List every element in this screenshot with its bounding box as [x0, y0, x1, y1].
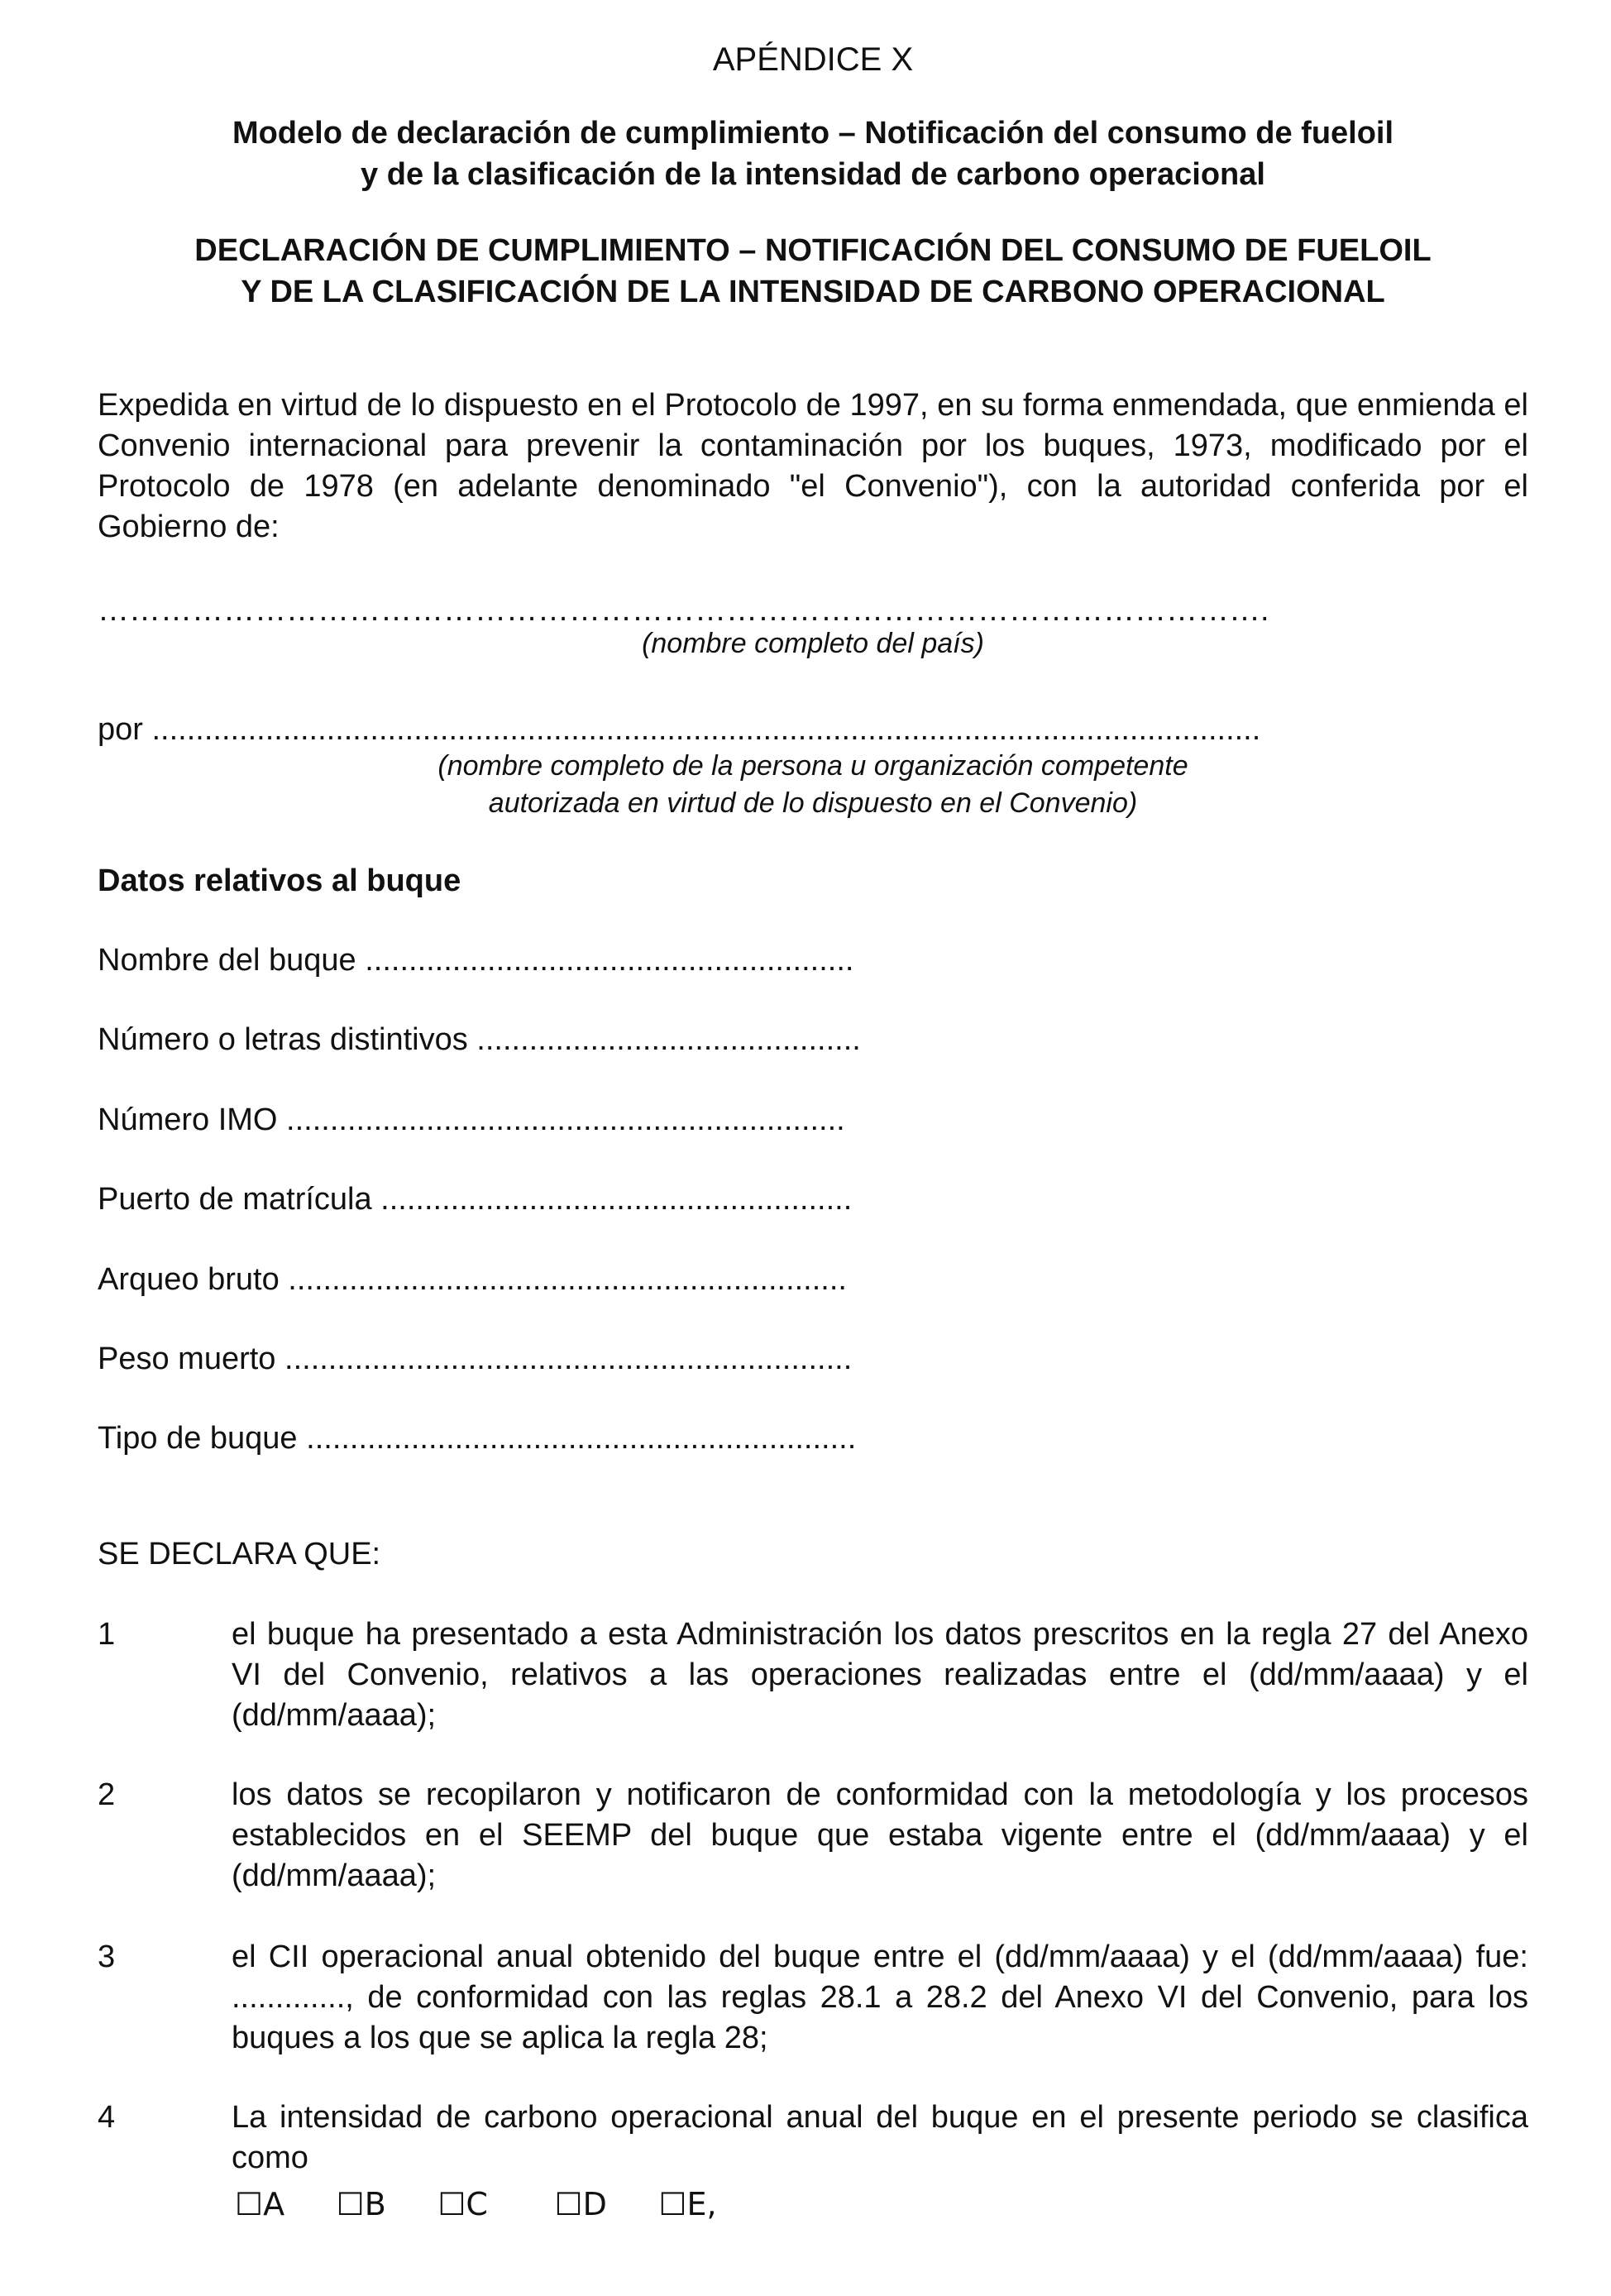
ship-data-heading: Datos relativos al buque — [98, 863, 461, 898]
field-fill-dots: ................................................................ — [286, 1103, 845, 1137]
field-fill-dots: ............................................................... — [306, 1421, 857, 1456]
title-line-2: Y DE LA CLASIFICACIÓN DE LA INTENSIDAD DE CARBONO OPERACIONAL — [241, 275, 1385, 309]
field-label: Tipo de buque — [98, 1421, 298, 1456]
title-line-1: DECLARACIÓN DE CUMPLIMIENTO – NOTIFICACIÓN DEL CONSUMO DE FUELOIL — [194, 233, 1432, 268]
subtitle-line-2: y de la clasificación de la intensidad de carbono operacional — [361, 157, 1265, 192]
field-label: Puerto de matrícula — [98, 1182, 372, 1217]
field-fill-dots: ................................................................ — [288, 1262, 847, 1297]
subtitle-line-1: Modelo de declaración de cumplimiento – Notificación del consumo de fueloil — [232, 116, 1394, 151]
issuer-fill-line: por ............................................................................................................................... — [98, 712, 1261, 747]
field-fill-dots: ............................................ — [476, 1022, 861, 1057]
field-ship-type — [98, 1418, 856, 1459]
country-fill-line: …………………………………………………………………………………………………. — [98, 593, 1269, 628]
field-label: Número IMO — [98, 1103, 278, 1137]
declaration-text: el CII operacional anual obtenido del buque entre el (dd/mm/aaaa) y el (dd/mm/aaaa) fue: ............., de conformidad con las reglas 28.1 a 28.2 del Anexo VI del Convenio, para los buques a los que se aplica la regla 28; — [232, 1940, 1528, 2055]
field-label: Número o letras distintivos — [98, 1022, 468, 1057]
declaration-number: 3 — [98, 1940, 116, 1974]
field-fill-dots: ...................................................... — [380, 1182, 853, 1217]
declaration-number: 4 — [98, 2100, 116, 2135]
field-fill-dots: ........................................................ — [365, 943, 854, 978]
field-label: Peso muerto — [98, 1342, 276, 1376]
document-title — [98, 230, 1528, 313]
country-caption: (nombre completo del país) — [642, 628, 984, 659]
field-deadweight — [98, 1338, 852, 1380]
rating-option-b[interactable]: ☐B — [336, 2186, 386, 2222]
declaration-text: el buque ha presentado a esta Administración los datos prescritos en la regla 27 del Anexo VI del Convenio, relativos a las operaciones realizadas entre el (dd/mm/aaaa) y el (dd/mm/aaaa); — [232, 1617, 1528, 1733]
declares-heading: SE DECLARA QUE: — [98, 1537, 381, 1571]
field-distinctive-number — [98, 1019, 861, 1060]
rating-option-c[interactable]: ☐C — [437, 2186, 488, 2222]
field-ship-name — [98, 940, 853, 981]
issuer-caption-line-2: autorizada en virtud de lo dispuesto en el Convenio) — [488, 787, 1138, 819]
rating-option-a[interactable]: ☐A — [235, 2186, 285, 2222]
intro-paragraph: Expedida en virtud de lo dispuesto en el Protocolo de 1997, en su forma enmendada, que enmienda el Convenio internacional para prevenir la contaminación por los buques, 1973, modificado por el Protocolo de 1978 (en adelante denominado "el Convenio"), con la autoridad conferida por el Gobierno de: — [98, 388, 1528, 544]
document-subtitle — [98, 112, 1528, 195]
field-gross-tonnage — [98, 1259, 847, 1300]
rating-option-d[interactable]: ☐D — [554, 2186, 607, 2222]
field-port-of-registry — [98, 1179, 852, 1220]
rating-options — [235, 2184, 760, 2226]
field-fill-dots: ................................................................. — [284, 1342, 853, 1376]
field-imo-number — [98, 1099, 845, 1141]
appendix-title: APÉNDICE X — [712, 41, 914, 78]
declaration-number: 2 — [98, 1777, 116, 1812]
field-label: Arqueo bruto — [98, 1262, 280, 1297]
issuer-caption — [98, 748, 1528, 822]
issuer-caption-line-1: (nombre completo de la persona u organización competente — [437, 750, 1188, 782]
rating-option-e[interactable]: ☐E, — [658, 2186, 717, 2222]
field-label: Nombre del buque — [98, 943, 356, 978]
declaration-text: La intensidad de carbono operacional anual del buque en el presente periodo se clasifica como — [232, 2100, 1528, 2175]
declaration-number: 1 — [98, 1617, 116, 1652]
declaration-text: los datos se recopilaron y notificaron de conformidad con la metodología y los procesos establecidos en el SEEMP del buque que estaba vigente entre el (dd/mm/aaaa) y el (dd/mm/aaaa); — [232, 1777, 1528, 1893]
